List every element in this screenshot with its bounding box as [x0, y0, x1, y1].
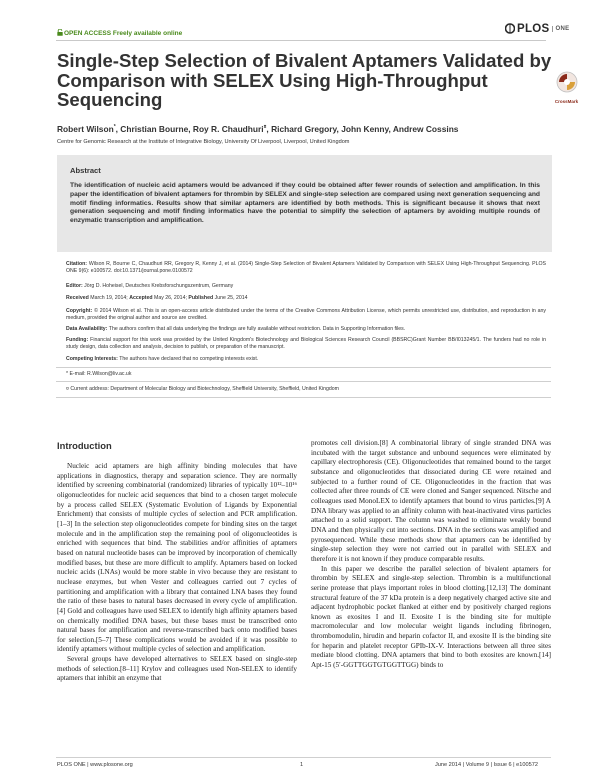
article-title: Single-Step Selection of Bivalent Aptamers Validated by Comparison with SELEX Using High-Throughput Sequencing — [57, 50, 552, 110]
citation-label: Citation: — [66, 261, 88, 267]
received-date: March 19, 2014; — [90, 295, 128, 301]
data-availability-text: The authors confirm that all data underlying the findings are fully available without restriction. Data in Supporting Information files. — [108, 326, 406, 332]
copyright-text: © 2014 Wilson et al. This is an open-access article distributed under the terms of the Creative Commons Attribution License, which permits unrestricted use, distribution, and reproduction in any medium, provided the original author and source are credited. — [66, 308, 546, 322]
author-name[interactable]: John Kenny — [341, 124, 389, 134]
author-separator: , — [115, 124, 121, 134]
journal-suffix: ONE — [552, 26, 570, 32]
competing-interests-text: The authors have declared that no competing interests exist. — [119, 356, 259, 362]
crossmark-label: CrossMark — [554, 99, 579, 104]
email[interactable]: * E-mail: R.Wilson@liv.ac.uk — [66, 371, 132, 377]
current-address: ¤ Current address: Department of Molecular Biology and Biotechnology, Sheffield University, Sheffield, United Kingdom — [66, 386, 339, 392]
crossmark-icon — [556, 71, 578, 93]
author-mark: * — [113, 124, 116, 131]
author-separator: , — [388, 124, 393, 134]
paragraph: Several groups have developed alternatives to SELEX based on single-step methods of selection.[8–11] Krylov and colleagues used Non-SELEX to identify aptamers that inhibit an enzyme that — [57, 655, 297, 683]
published-label: Published — [188, 295, 214, 301]
footer-journal[interactable]: PLOS ONE | www.plosone.org — [57, 762, 133, 768]
author-name[interactable]: Richard Gregory — [271, 124, 337, 134]
crossmark-badge[interactable] — [553, 71, 580, 104]
plos-flag-icon — [505, 23, 515, 34]
author-mark: ¤ — [263, 124, 267, 131]
paragraph: Nucleic acid aptamers are high affinity binding molecules that have applications in diagnostics, therapy and separation science. They are normally identified by screening combinatorial (randomized) libraries of typically 10¹²–10¹⁶ oligonucleotides for nucleic acid sequences that bind to a chosen target molecule by a process called SELEX (Systematic Evolution of Ligands by Exponential Enrichment) that consists of multiple cycles of selection and PCR amplification.[1–3] In the selection step oligonucleotides compete for binding sites on the target molecule and in the amplification step the remaining pool of oligonucleotides is enriched with sequences that bind. The stabilities and/or affinities of aptamers based on natural nucleotide bases can be improved by incorporation of chemically modified bases, but these are more difficult to amplify. Aptamers based on locked nucleic acids (LNAs) would be more stable in vivo because they are resistant to nuclease enzymes, but when Vester and colleagues carried out 7 cycles of partitioning and amplification with a library that contained LNA bases they found the ratio of these bases to natural bases decreased in every cycle of amplification.[4] Gold and colleagues have used SELEX to identify high affinity aptamers based on chemically modified DNA bases, but these bases must be transcribed onto natural bases for amplification and reverse-transcribed back onto modified bases for selection.[5–7] These complications would be avoided if it was possible to identify aptamers without multiple cycles of selection and amplification. — [57, 462, 297, 654]
author-name[interactable]: Andrew Cossins — [392, 124, 459, 134]
paragraph: promotes cell division.[8] A combinatorial library of single stranded DNA was incubated with the target substance and unbound sequences were eliminated by capillary electrophoresis (CE). Oligonucleotides that remained bound to the target substance and oligonucleotides that dissociated during CE were retained and subjected to a further round of CE. Oligonucleotides in the fraction that was collected after three rounds of CE were cloned and Sanger sequenced. Nitsche and colleagues used MonoLEX to identify aptamers that bound to virus particles.[9] A DNA library was applied to an affinity column with heat-inactivated virus particles attached to a solid support. The column was washed to eliminate weakly bound DNA and then physically cut into sections. DNA in the sections was amplified and pyrosequenced. While these methods show that aptamers can be identified by single-step selection they were not carried out in parallel with SELEX and therefore it is not known if they produce comparable results. — [311, 439, 551, 563]
data-availability — [66, 326, 546, 333]
journal-logo-text: PLOS — [517, 23, 550, 35]
journal-logo[interactable] — [505, 23, 569, 35]
metadata-divider — [56, 397, 551, 398]
introduction-heading: Introduction — [57, 440, 112, 451]
data-availability-label: Data Availability: — [66, 326, 108, 332]
open-lock-icon — [57, 29, 63, 36]
open-access-text: OPEN ACCESS Freely available online — [64, 30, 183, 37]
abstract-box — [57, 155, 552, 252]
paragraph: In this paper we describe the parallel selection of bivalent aptamers for thrombin by SELEX and single-step selection. Thrombin is a multifunctional serine protease that plays important roles in blood clotting.[12,13] The dominant structural feature of the 37 kDa protein is a deep negatively charged active site and adjacent hydrophobic pocket flanked at either end by positively charged regions known as exosites I and II. Exosite I is the binding site for multiple macromolecular and low molecular weight ligands including fibrinogen, thrombomodulin, hirudin and heparin cofactor II, and exosite II is the binding site for heparin and platelet receptor GPIb-IX-V. Interactions between all three sites mediate blood clotting. DNA aptamers that bind to both exosites are known.[14] Apt-15 (5′-GGTTGGTGTGGTTGG) binds to — [311, 564, 551, 670]
received-label: Received — [66, 295, 89, 301]
citation — [66, 261, 546, 275]
editor — [66, 283, 546, 290]
competing-interests-label: Competing Interests: — [66, 356, 118, 362]
accepted-date: May 26, 2014; — [154, 295, 187, 301]
citation-text: Wilson R, Bourne C, Chaudhuri RR, Gregory R, Kenny J, et al. (2014) Single-Step Selection of Bivalent Aptamers Validated by Comparison with SELEX Using High-Throughput Sequencing. PLOS ONE 9(6): e100572. doi:10.1371/journal.pone.0100572 — [66, 261, 546, 275]
published-date: June 25, 2014 — [214, 295, 248, 301]
funding-text: Financial support for this work was provided by the United Kingdom's Biotechnology and Biological Sciences Research Council (BBSRC)Grant Number BB/I013245/1. The funders had no role in study design, data collection and analysis, decision to publish, or preparation of the manuscript. — [66, 337, 546, 351]
editor-label: Editor: — [66, 283, 83, 289]
author-separator: , — [188, 124, 193, 134]
author-name[interactable]: Roy R. Chaudhuri — [192, 124, 264, 134]
affiliation: Centre for Genomic Research at the Institute of Integrative Biology, University Of Liverpool, Liverpool, United Kingdom — [57, 139, 350, 145]
dates — [66, 295, 546, 302]
metadata-divider — [56, 367, 551, 368]
page-number: 1 — [300, 762, 304, 768]
copyright-label: Copyright: — [66, 308, 93, 314]
author-name[interactable]: Christian Bourne — [120, 124, 189, 134]
copyright — [66, 308, 546, 322]
abstract-text: The identification of nucleic acid aptamers would be advanced if they could be obtained after fewer rounds of selection and amplification. In this paper the identification of bivalent aptamers for thrombin by SELEX and single-step selection are compared using next generation sequencing and motif finding informatics. Results show that similar aptamers are identified by both methods. This is significant because it shows that next generation sequencing and motif finding informatics have the potential to simplify the selection of aptamers by avoiding multiple rounds of enzymatic transcription and amplification. — [70, 182, 540, 225]
author-separator: , — [336, 124, 342, 134]
competing-interests — [66, 356, 546, 363]
header-divider — [56, 40, 546, 41]
funding-label: Funding: — [66, 337, 89, 343]
body-column-left — [57, 462, 297, 684]
open-access-banner — [57, 29, 182, 37]
body-column-right — [311, 439, 551, 671]
author-separator: , — [266, 124, 272, 134]
accepted-label: Accepted — [129, 295, 153, 301]
footer-divider — [56, 757, 551, 758]
footer-issue: June 2014 | Volume 9 | Issue 6 | e100572 — [435, 762, 538, 768]
metadata-divider — [56, 381, 551, 382]
author-list — [57, 124, 458, 134]
author-name[interactable]: Robert Wilson — [57, 124, 114, 134]
funding — [66, 337, 546, 351]
editor-text: Jörg D. Hoheisel, Deutsches Krebsforschungszentrum, Germany — [84, 283, 234, 289]
abstract-heading: Abstract — [70, 166, 101, 175]
